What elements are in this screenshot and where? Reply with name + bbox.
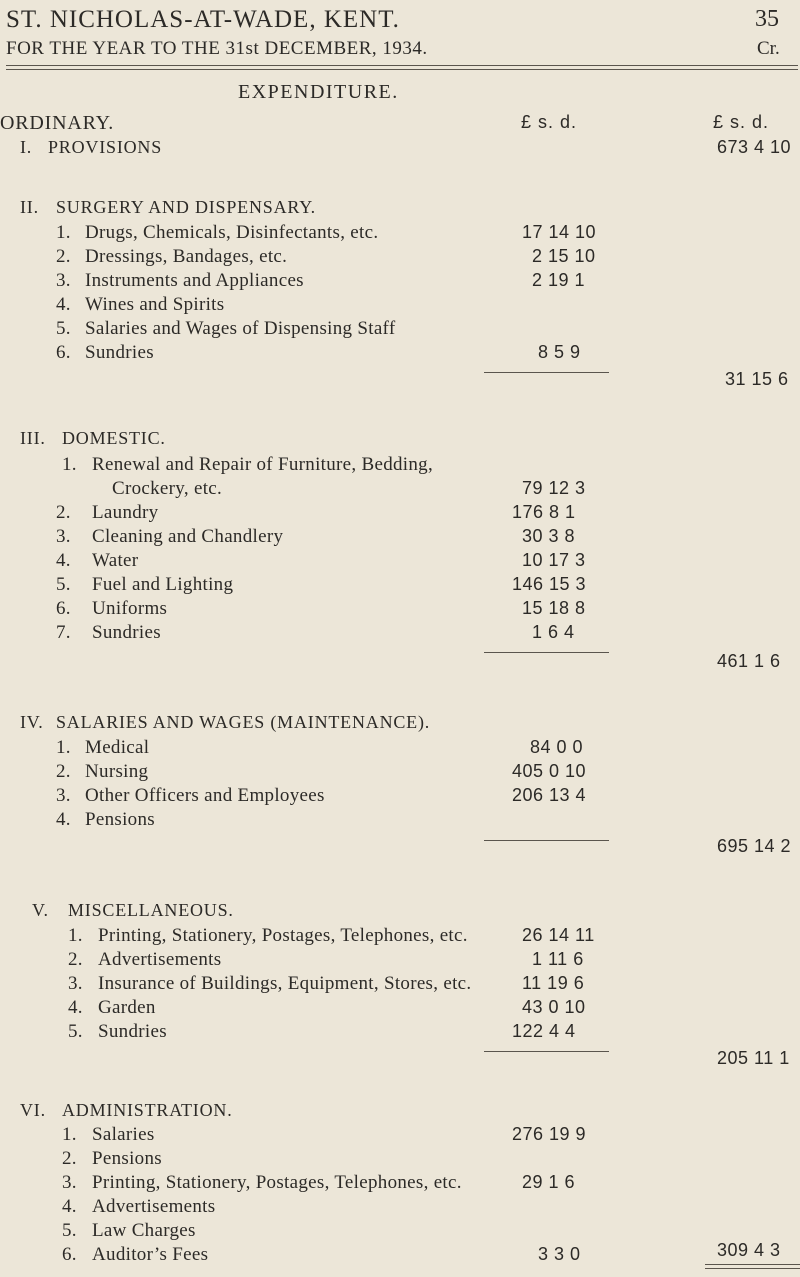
item-label: Sundries xyxy=(98,1021,167,1042)
section-total: 31 15 6 xyxy=(725,369,789,389)
item-label: Auditor’s Fees xyxy=(92,1244,209,1265)
item-amount: 146 15 3 xyxy=(512,574,587,594)
ordinary-heading: ORDINARY. xyxy=(0,112,115,134)
item-label: Pensions xyxy=(85,809,155,830)
item-label: Fuel and Lighting xyxy=(92,574,234,595)
item-number: 5. xyxy=(62,1220,77,1241)
header-rule xyxy=(6,69,798,70)
item-number: 1. xyxy=(62,454,77,475)
item-label: Other Officers and Employees xyxy=(85,785,325,806)
header-rule xyxy=(6,65,798,66)
section-total: 461 1 6 xyxy=(717,651,781,671)
subtotal-rule xyxy=(484,1051,609,1052)
section-title: SURGERY AND DISPENSARY. xyxy=(56,197,316,217)
item-number: 3. xyxy=(56,785,71,806)
item-label: Dressings, Bandages, etc. xyxy=(85,246,288,267)
item-number: 1. xyxy=(56,737,71,758)
item-amount: 176 8 1 xyxy=(512,502,576,522)
item-amount: 29 1 6 xyxy=(522,1172,576,1192)
item-number: 6. xyxy=(56,342,71,363)
item-label: Water xyxy=(92,550,139,571)
item-number: 6. xyxy=(56,598,71,619)
item-label: Sundries xyxy=(85,342,154,363)
item-number: 4. xyxy=(56,809,71,830)
item-number: 7. xyxy=(56,622,71,643)
item-number: 3. xyxy=(56,270,71,291)
section-title: PROVISIONS xyxy=(48,137,163,157)
item-amount: 43 0 10 xyxy=(522,997,586,1017)
subtotal-rule xyxy=(484,372,609,373)
item-label: Insurance of Buildings, Equipment, Stores, etc. xyxy=(98,973,472,994)
item-amount: 10 17 3 xyxy=(522,550,586,570)
page-title: ST. NICHOLAS-AT-WADE, KENT. xyxy=(6,6,400,33)
page-subtitle: FOR THE YEAR TO THE 31st DECEMBER, 1934. xyxy=(6,38,428,59)
item-number: 1. xyxy=(56,222,71,243)
item-number: 2. xyxy=(62,1148,77,1169)
item-amount: 30 3 8 xyxy=(522,526,576,546)
item-number: 2. xyxy=(56,761,71,782)
item-number: 4. xyxy=(62,1196,77,1217)
item-label: Printing, Stationery, Postages, Telephones, etc. xyxy=(98,925,468,946)
expenditure-heading: EXPENDITURE. xyxy=(238,81,399,103)
item-label: Instruments and Appliances xyxy=(85,270,304,291)
item-label: Printing, Stationery, Postages, Telephones, etc. xyxy=(92,1172,462,1193)
section-title: SALARIES AND WAGES (MAINTENANCE). xyxy=(56,712,431,732)
item-label: Salaries and Wages of Dispensing Staff xyxy=(85,318,396,339)
item-amount: 122 4 4 xyxy=(512,1021,576,1041)
item-amount: 79 12 3 xyxy=(522,478,586,498)
item-label: Salaries xyxy=(92,1124,155,1145)
section-number: V. xyxy=(32,900,49,920)
item-label: Cleaning and Chandlery xyxy=(92,526,284,547)
item-number: 1. xyxy=(62,1124,77,1145)
section-title: ADMINISTRATION. xyxy=(62,1100,233,1120)
section-title: MISCELLANEOUS. xyxy=(68,900,234,920)
section-number: II. xyxy=(20,197,39,217)
item-amount: 405 0 10 xyxy=(512,761,587,781)
item-number: 4. xyxy=(68,997,83,1018)
item-amount: 3 3 0 xyxy=(538,1244,581,1264)
credit-label: Cr. xyxy=(757,38,780,59)
item-amount: 2 15 10 xyxy=(532,246,596,266)
item-label: Uniforms xyxy=(92,598,168,619)
item-amount: 17 14 10 xyxy=(522,222,597,242)
item-number: 3. xyxy=(62,1172,77,1193)
item-number: 5. xyxy=(68,1021,83,1042)
item-label: Law Charges xyxy=(92,1220,196,1241)
item-number: 5. xyxy=(56,318,71,339)
section-number: IV. xyxy=(20,712,44,732)
item-number: 2. xyxy=(68,949,83,970)
total-rule xyxy=(705,1264,800,1265)
item-amount: 2 19 1 xyxy=(532,270,586,290)
page-number: 35 xyxy=(755,6,779,32)
item-label: Garden xyxy=(98,997,156,1018)
item-label: Pensions xyxy=(92,1148,162,1169)
item-amount: 15 18 8 xyxy=(522,598,586,618)
item-number: 4. xyxy=(56,294,71,315)
item-label: Medical xyxy=(85,737,150,758)
item-number: 4. xyxy=(56,550,71,571)
subtotal-column-header: £ s. d. xyxy=(521,112,578,132)
section-number: VI. xyxy=(20,1100,46,1120)
item-label-line1: Renewal and Repair of Furniture, Bedding, xyxy=(92,454,434,475)
total-rule xyxy=(705,1268,800,1269)
subtotal-rule xyxy=(484,652,609,653)
item-label: Drugs, Chemicals, Disinfectants, etc. xyxy=(85,222,379,243)
item-number: 3. xyxy=(56,526,71,547)
section-total: 695 14 2 xyxy=(717,836,792,856)
item-label: Advertisements xyxy=(98,949,222,970)
item-number: 2. xyxy=(56,246,71,267)
section-total: 673 4 10 xyxy=(717,137,792,157)
item-amount: 206 13 4 xyxy=(512,785,587,805)
item-number: 3. xyxy=(68,973,83,994)
item-amount: 11 19 6 xyxy=(522,973,585,993)
total-column-header: £ s. d. xyxy=(713,112,770,132)
section-title: DOMESTIC. xyxy=(62,428,166,448)
item-number: 1. xyxy=(68,925,83,946)
item-label: Nursing xyxy=(85,761,149,782)
item-amount: 1 11 6 xyxy=(532,949,584,969)
item-amount: 8 5 9 xyxy=(538,342,581,362)
item-amount: 84 0 0 xyxy=(530,737,584,757)
section-total: 205 11 1 xyxy=(717,1048,790,1068)
item-label: Wines and Spirits xyxy=(85,294,225,315)
item-number: 5. xyxy=(56,574,71,595)
item-amount: 276 19 9 xyxy=(512,1124,587,1144)
item-label: Laundry xyxy=(92,502,159,523)
subtotal-rule xyxy=(484,840,609,841)
item-label: Sundries xyxy=(92,622,161,643)
item-amount: 1 6 4 xyxy=(532,622,575,642)
section-number: III. xyxy=(20,428,46,448)
section-number: I. xyxy=(20,137,33,157)
section-total: 309 4 3 xyxy=(717,1240,781,1260)
item-label: Crockery, etc. xyxy=(112,478,223,499)
item-amount: 26 14 11 xyxy=(522,925,595,945)
item-number: 6. xyxy=(62,1244,77,1265)
item-number: 2. xyxy=(56,502,71,523)
item-label: Advertisements xyxy=(92,1196,216,1217)
